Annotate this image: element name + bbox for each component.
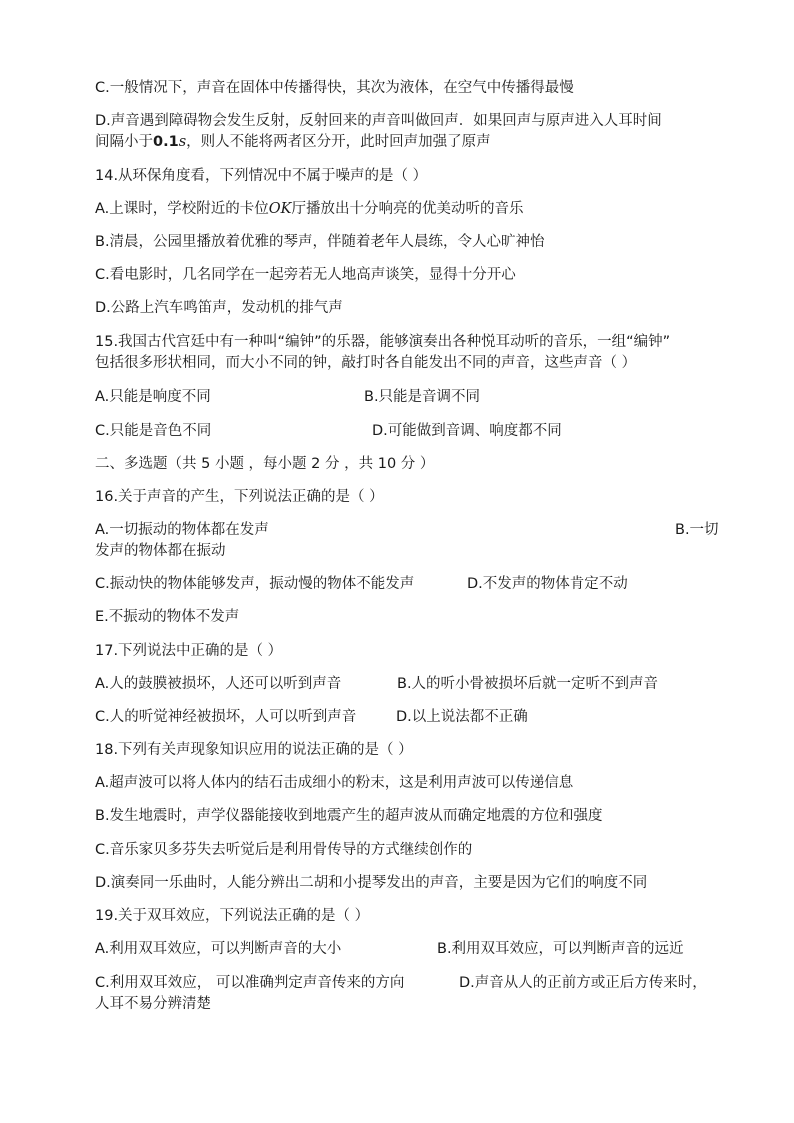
option-17d: D.以上说法都不正确: [396, 709, 528, 725]
text-fragment: 间隔小于: [95, 134, 153, 150]
question-16: 16.关于声音的产生，下列说法正确的是（ ）: [95, 489, 384, 505]
option-15d: D.可能做到音调、响度都不同: [372, 423, 562, 439]
question-15-line1: 15.我国古代宫廷中有一种叫“编钟”的乐器，能够演奏出各种悦耳动听的音乐，一组“编钟”: [95, 334, 671, 350]
option-16d: D.不发声的物体肯定不动: [467, 576, 628, 592]
question-14: 14.从环保角度看，下列情况中不属于噪声的是（ ）: [95, 168, 428, 184]
question-17: 17.下列说法中正确的是（ ）: [95, 643, 283, 659]
option-14c: C.看电影时，几名同学在一起旁若无人地高声谈笑，显得十分开心: [95, 267, 516, 283]
option-17b: B.人的听小骨被损坏后就一定听不到声音: [397, 676, 659, 692]
text-fragment: 厅播放出十分响亮的优美动听的音乐: [291, 201, 524, 217]
option-18a: A.超声波可以将人体内的结石击成细小的粉末，这是利用声波可以传递信息: [95, 775, 574, 791]
option-16b-line2: 发声的物体都在振动: [95, 543, 226, 559]
option-18d: D.演奏同一乐曲时，人能分辨出二胡和小提琴发出的声音，主要是因为它们的响度不同: [95, 875, 648, 891]
option-15c: C.只能是音色不同: [95, 423, 212, 439]
option-17a: A.人的鼓膜被损坏，人还可以听到声音: [95, 676, 342, 692]
question-15-line2: 包括很多形状相同，而大小不同的钟，敲打时各自能发出不同的声音，这些声音（ ）: [95, 355, 637, 371]
option-15a: A.只能是响度不同: [95, 389, 211, 405]
option-16a: A.一切振动的物体都在发声: [95, 522, 269, 538]
option-19b: B.利用双耳效应，可以判断声音的远近: [437, 941, 684, 957]
option-13c: C.一般情况下，声音在固体中传播得快，其次为液体，在空气中传播得最慢: [95, 80, 574, 96]
option-16e: E.不振动的物体不发声: [95, 609, 240, 625]
option-17c: C.人的听觉神经被损坏，人可以听到声音: [95, 709, 357, 725]
option-13d-line1: D.声音遇到障碍物会发生反射，反射回来的声音叫做回声．如果回声与原声进入人耳时间: [95, 113, 662, 129]
option-19d-line1: D.声音从人的正前方或正后方传来时，: [459, 975, 707, 991]
question-18: 18.下列有关声现象知识应用的说法正确的是（ ）: [95, 742, 413, 758]
text-fragment: A.上课时，学校附近的卡位: [95, 201, 269, 217]
option-13d-line2: [95, 132, 491, 152]
option-14a: [95, 199, 524, 219]
italic-ok: OK: [268, 201, 292, 217]
option-14b: B.清晨，公园里播放着优雅的琴声，伴随着老年人晨练，令人心旷神怡: [95, 234, 545, 250]
number-value: 0.1: [153, 134, 179, 150]
option-19c: C.利用双耳效应， 可以准确判定声音传来的方向: [95, 975, 405, 991]
option-19a: A.利用双耳效应，可以判断声音的大小: [95, 941, 342, 957]
text-fragment: ，则人不能将两者区分开，此时回声加强了原声: [186, 134, 491, 150]
option-14d: D.公路上汽车鸣笛声，发动机的排气声: [95, 300, 343, 316]
option-19d-line2: 人耳不易分辨清楚: [95, 996, 211, 1012]
option-16b-line1: B.一切: [675, 522, 719, 538]
option-16c: C.振动快的物体能够发声，振动慢的物体不能发声: [95, 576, 415, 592]
section-heading-multi-choice: 二、多选题（共 5 小题 ，每小题 2 分 ，共 10 分 ）: [95, 456, 435, 472]
unit-symbol: s: [178, 134, 187, 150]
question-19: 19.关于双耳效应，下列说法正确的是（ ）: [95, 908, 370, 924]
option-15b: B.只能是音调不同: [364, 389, 481, 405]
option-18b: B.发生地震时，声学仪器能接收到地震产生的超声波从而确定地震的方位和强度: [95, 808, 603, 824]
option-18c: C.音乐家贝多芬失去听觉后是利用骨传导的方式继续创作的: [95, 842, 473, 858]
